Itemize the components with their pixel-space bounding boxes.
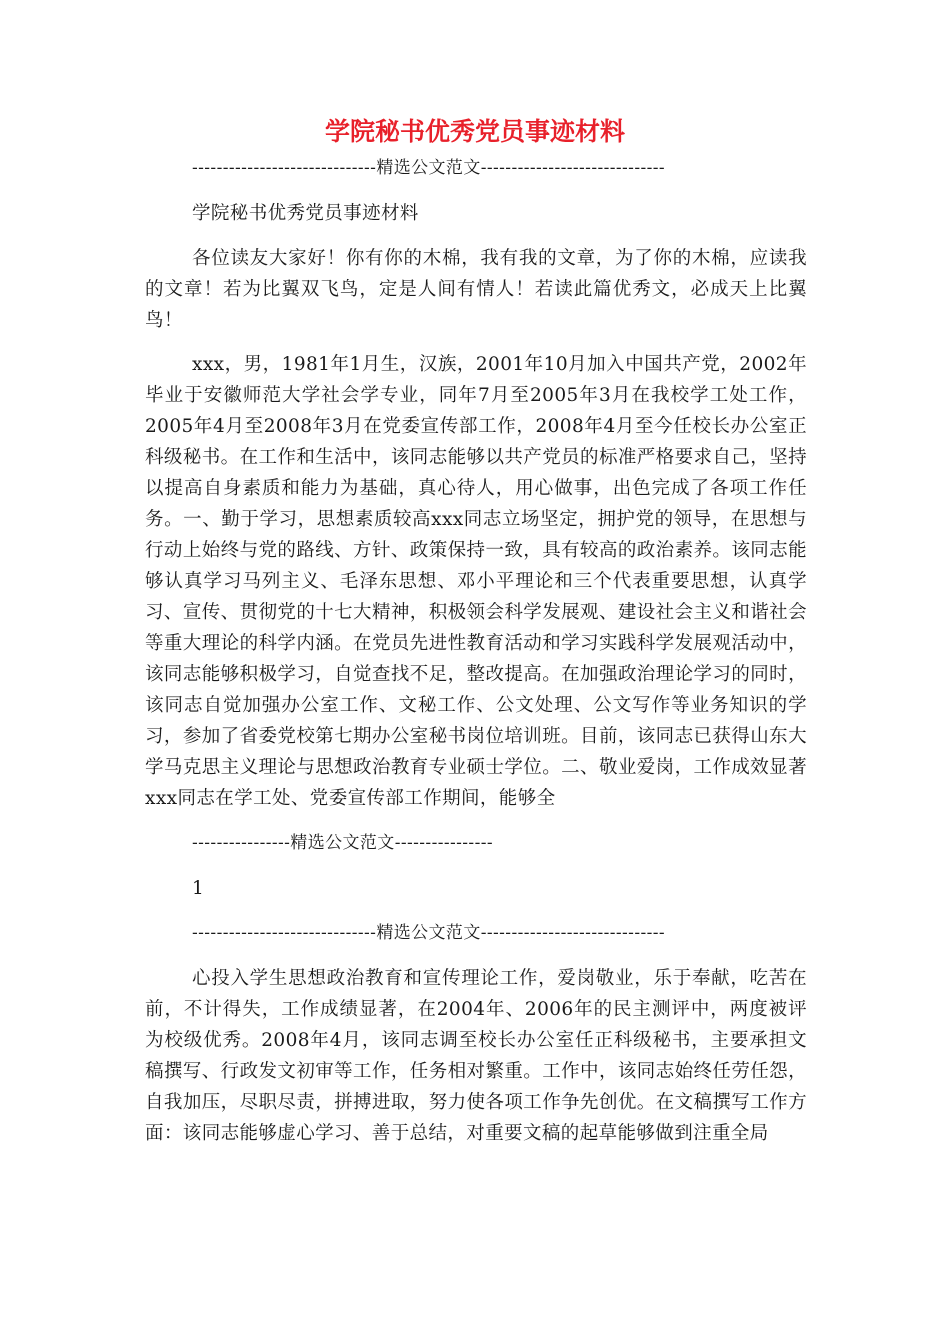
header-separator: ------------------------------精选公文范文------------------------------ xyxy=(192,158,666,178)
document-title: 学院秘书优秀党员事迹材料 xyxy=(324,117,625,146)
body-paragraph-1: xxx，男，1981年1月生，汉族，2001年10月加入中国共产党，2002年毕业于安徽师范大学社会学专业，同年7月至2005年3月在我校学工处工作，2005年4月至2008年3月在党委宣传部工作，2008年4月至今任校长办公室正科级秘书。在工作和生活中，该同志能够以共产党员的标准严格要求自己，坚持以提高自身素质和能力为基础，真心待人，用心做事，出色完成了各项工作任务。一、勤于学习，思想素质较高xxx同志立场坚定，拥护党的领导，在思想与行动上始终与党的路线、方针、政策保持一致，具有较高的政治素养。该同志能够认真学习马列主义、毛泽东思想、邓小平理论和三个代表重要思想，认真学习、宣传、贯彻党的十七大精神，积极领会科学发展观、建设社会主义和谐社会等重大理论的科学内涵。在党员先进性教育活动和学习实践科学发展观活动中，该同志能够积极学习，自觉查找不足，整改提高。在加强政治理论学习的同时，该同志自觉加强办公室工作、文秘工作、公文处理、公文写作等业务知识的学习，参加了省委党校第七期办公室秘书岗位培训班。目前，该同志已获得山东大学马克思主义理论与思想政治教育专业硕士学位。二、敬业爱岗，工作成效显著xxx同志在学工处、党委宣传部工作期间，能够全 xyxy=(145,354,807,809)
greeting-paragraph: 各位读友大家好！你有你的木棉，我有我的文章，为了你的木棉，应读我的文章！若为比翼双飞鸟，定是人间有情人！若读此篇优秀文，必成天上比翼鸟！ xyxy=(145,248,807,331)
footer-separator: ----------------精选公文范文---------------- xyxy=(192,833,494,853)
document-subtitle: 学院秘书优秀党员事迹材料 xyxy=(192,203,419,224)
body-paragraph-2: 心投入学生思想政治教育和宣传理论工作，爱岗敬业，乐于奉献，吃苦在前，不计得失，工作成绩显著，在2004年、2006年的民主测评中，两度被评为校级优秀。2008年4月，该同志调至校长办公室任正科级秘书，主要承担文稿撰写、行政发文初审等工作，任务相对繁重。工作中，该同志始终任劳任怨，自我加压，尽职尽责，拼搏进取，努力使各项工作争先创优。在文稿撰写工作方面：该同志能够虚心学习、善于总结，对重要文稿的起草能够做到注重全局 xyxy=(145,968,807,1144)
header-separator-2: ------------------------------精选公文范文------------------------------ xyxy=(192,923,666,943)
page-number: 1 xyxy=(192,878,205,899)
document-body-top xyxy=(145,153,807,1149)
